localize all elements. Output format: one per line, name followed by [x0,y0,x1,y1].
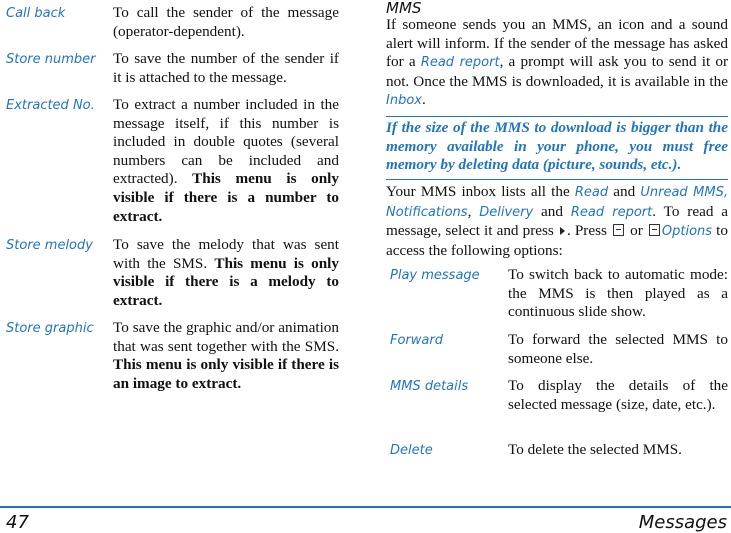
page-number: 47 [6,512,29,533]
term-label: Store number [6,52,96,67]
delivery-term: Delivery [479,204,534,220]
option-label: Delete [390,443,433,458]
option-description: To display the details of the selected message (size, date, etc.). [508,377,728,413]
ok-key-icon [613,224,624,236]
options-term: Options [661,224,713,240]
note-top-rule [386,116,728,117]
term-description: To extract a number included in the message itself, if this number is included in double quotes (several numbers can be included and extracted). This menu is only visible if there is a number to extract. [113,96,339,225]
read-report-term: Read report [570,204,653,220]
menu-key-icon [649,224,660,236]
option-label: MMS details [390,379,469,394]
unread-term: Unread MMS, Notifications [386,185,728,220]
mms-intro-paragraph: If someone sends you an MMS, an icon and a sound alert will inform. If the sender of the message has asked for a Read report, a prompt will ask you to send it or not. Once the MMS is downloaded, it is available in the Inbox. [386,16,729,109]
section-heading: MMS [386,0,422,17]
term-label: Call back [6,6,66,21]
term-label: Store melody [6,238,93,253]
term-description: To save the number of the sender if it is attached to the message. [113,50,339,86]
footer-rule [0,506,731,508]
option-label: Forward [390,333,443,348]
option-label: Play message [390,268,480,283]
option-description: To switch back to automatic mode: the MMS is then played as a continuous slide show. [508,266,728,321]
term-description: To call the sender of the message (operator-dependent). [113,4,339,40]
note-bottom-rule [386,179,728,180]
option-description: To delete the selected MMS. [508,441,682,458]
term-label: Store graphic [6,321,94,336]
read-report-term: Read report [420,55,500,71]
inbox-term: Inbox [386,93,422,109]
section-title: Messages [638,512,727,533]
option-description: To forward the selected MMS to someone else. [508,331,728,367]
mms-inbox-paragraph: Your MMS inbox lists all the Read and Unread MMS, Notifications, Delivery and Read report. To read a message, select it and press . Press or Options to access the following options: [386,183,728,259]
read-term: Read [574,185,609,200]
term-description: To save the melody that was sent with the SMS. This menu is only visible if there is a melody to extract. [113,236,339,309]
right-arrow-key-icon [560,227,565,235]
term-label: Extracted No. [6,98,95,113]
term-description: To save the graphic and/or animation that was sent together with the SMS. This menu is only visible if there is an image to extract. [113,319,339,392]
memory-note: If the size of the MMS to download is bigger than the memory available in your phone, you must free memory by deleting data (picture, sounds, etc.). [386,119,728,174]
